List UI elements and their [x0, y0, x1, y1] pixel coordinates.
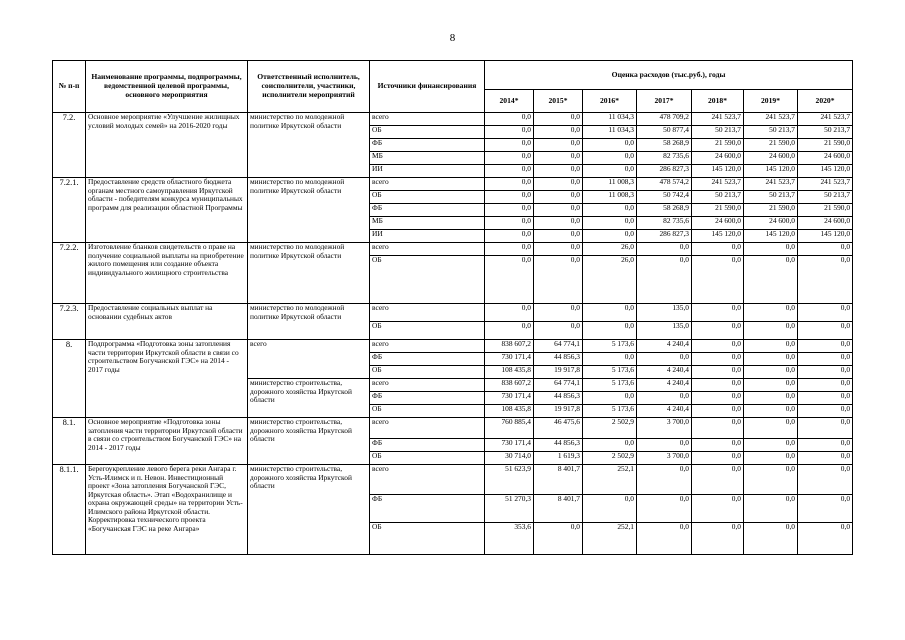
table-row	[53, 304, 853, 322]
cost-value: 0,0	[798, 452, 853, 465]
responsible-executor: всего	[248, 340, 370, 379]
table-row	[53, 465, 853, 495]
cost-value: 0,0	[798, 465, 853, 495]
cost-value: 0,0	[744, 452, 798, 465]
cost-value: 82 735,6	[637, 217, 692, 230]
cost-value: 0,0	[692, 379, 744, 392]
header-estimate: Оценка расходов (тыс.руб.), годы	[485, 61, 853, 90]
cost-value: 0,0	[744, 465, 798, 495]
cost-value: 26,0	[583, 243, 637, 256]
cost-value: 50 213,7	[692, 126, 744, 139]
cost-value: 0,0	[798, 256, 853, 304]
cost-value: 0,0	[798, 304, 853, 322]
page-number: 8	[449, 32, 456, 44]
cost-value: 4 240,4	[637, 379, 692, 392]
cost-value: 21 590,0	[744, 139, 798, 152]
cost-value: 0,0	[744, 439, 798, 452]
responsible-executor: министерство по молодежной политике Иркутской области	[248, 304, 370, 340]
funding-source: МБ	[370, 152, 485, 165]
cost-value: 0,0	[534, 178, 583, 191]
cost-value: 838 607,2	[485, 379, 534, 392]
cost-value: 11 008,3	[583, 178, 637, 191]
cost-value: 145 120,0	[798, 165, 853, 178]
cost-value: 0,0	[692, 452, 744, 465]
funding-source: ОБ	[370, 126, 485, 139]
cost-value: 145 120,0	[692, 165, 744, 178]
header-no: № п-п	[53, 61, 86, 113]
cost-value: 8 401,7	[534, 495, 583, 523]
cost-value: 0,0	[637, 439, 692, 452]
cost-value: 0,0	[485, 204, 534, 217]
cost-value: 838 607,2	[485, 340, 534, 353]
header-source: Источники финансирования	[370, 61, 485, 113]
cost-value: 0,0	[798, 418, 853, 439]
cost-value: 0,0	[534, 113, 583, 126]
cost-value: 0,0	[485, 243, 534, 256]
cost-value: 0,0	[534, 152, 583, 165]
cost-value: 145 120,0	[744, 165, 798, 178]
cost-value: 0,0	[798, 439, 853, 452]
cost-value: 50 213,7	[798, 126, 853, 139]
cost-value: 0,0	[534, 139, 583, 152]
responsible-executor: министерство строительства, дорожного хозяйства Иркутской области	[248, 418, 370, 465]
funding-source: всего	[370, 379, 485, 392]
table-row	[53, 418, 853, 439]
row-number: 7.2.2.	[53, 243, 86, 304]
cost-value: 4 240,4	[637, 405, 692, 418]
table-body	[53, 113, 853, 555]
funding-source: всего	[370, 113, 485, 126]
cost-value: 0,0	[798, 340, 853, 353]
cost-value: 0,0	[485, 322, 534, 340]
cost-value: 0,0	[744, 495, 798, 523]
cost-value: 0,0	[798, 366, 853, 379]
cost-value: 478 709,2	[637, 113, 692, 126]
cost-value: 46 475,6	[534, 418, 583, 439]
header-year: 2015*	[534, 90, 583, 113]
funding-source: всего	[370, 304, 485, 322]
funding-source: всего	[370, 418, 485, 439]
cost-value: 252,1	[583, 465, 637, 495]
cost-value: 0,0	[637, 392, 692, 405]
cost-value: 21 590,0	[798, 204, 853, 217]
funding-source: ФБ	[370, 353, 485, 366]
funding-source: ФБ	[370, 139, 485, 152]
cost-value: 3 700,0	[637, 418, 692, 439]
cost-value: 24 600,0	[692, 217, 744, 230]
row-number: 7.2.3.	[53, 304, 86, 340]
program-name: Основное мероприятие «Улучшение жилищных условий молодых семей» на 2016-2020 годы	[86, 113, 248, 178]
cost-value: 21 590,0	[692, 204, 744, 217]
cost-value: 51 623,9	[485, 465, 534, 495]
cost-value: 2 502,9	[583, 452, 637, 465]
funding-source: ФБ	[370, 392, 485, 405]
cost-value: 0,0	[798, 243, 853, 256]
cost-value: 0,0	[583, 165, 637, 178]
cost-value: 241 523,7	[744, 178, 798, 191]
cost-value: 0,0	[534, 165, 583, 178]
cost-value: 0,0	[583, 392, 637, 405]
funding-source: всего	[370, 243, 485, 256]
cost-value: 0,0	[583, 322, 637, 340]
cost-value: 21 590,0	[798, 139, 853, 152]
cost-value: 50 742,4	[637, 191, 692, 204]
cost-value: 0,0	[692, 366, 744, 379]
cost-value: 353,6	[485, 523, 534, 555]
cost-value: 0,0	[744, 243, 798, 256]
cost-value: 0,0	[692, 353, 744, 366]
cost-value: 0,0	[534, 191, 583, 204]
cost-value: 730 171,4	[485, 392, 534, 405]
cost-value: 50 213,7	[798, 191, 853, 204]
cost-value: 0,0	[485, 304, 534, 322]
cost-value: 0,0	[692, 465, 744, 495]
cost-value: 44 856,3	[534, 353, 583, 366]
cost-value: 0,0	[534, 230, 583, 243]
cost-value: 50 213,7	[744, 126, 798, 139]
cost-value: 0,0	[798, 379, 853, 392]
cost-value: 0,0	[583, 230, 637, 243]
cost-value: 0,0	[637, 256, 692, 304]
funding-source: ОБ	[370, 523, 485, 555]
cost-value: 0,0	[637, 353, 692, 366]
cost-value: 51 270,3	[485, 495, 534, 523]
cost-value: 0,0	[798, 523, 853, 555]
cost-value: 241 523,7	[692, 113, 744, 126]
cost-value: 2 502,9	[583, 418, 637, 439]
cost-value: 0,0	[534, 304, 583, 322]
cost-value: 0,0	[534, 243, 583, 256]
cost-value: 0,0	[744, 523, 798, 555]
cost-value: 0,0	[692, 243, 744, 256]
cost-value: 4 240,4	[637, 340, 692, 353]
cost-value: 0,0	[744, 418, 798, 439]
cost-value: 21 590,0	[692, 139, 744, 152]
cost-value: 21 590,0	[744, 204, 798, 217]
cost-value: 24 600,0	[798, 217, 853, 230]
row-number: 8.	[53, 340, 86, 418]
cost-value: 82 735,6	[637, 152, 692, 165]
cost-value: 8 401,7	[534, 465, 583, 495]
cost-value: 0,0	[744, 304, 798, 322]
cost-value: 241 523,7	[692, 178, 744, 191]
cost-value: 0,0	[583, 304, 637, 322]
cost-value: 64 774,1	[534, 340, 583, 353]
cost-value: 4 240,4	[637, 366, 692, 379]
cost-value: 0,0	[583, 152, 637, 165]
cost-value: 0,0	[692, 523, 744, 555]
program-name: Предоставление средств областного бюджета органам местного самоуправления Иркутской области - победителям конкурса муниципальных программ для реализации областной Программы	[86, 178, 248, 243]
cost-value: 0,0	[798, 405, 853, 418]
cost-value: 760 885,4	[485, 418, 534, 439]
funding-source: ОБ	[370, 452, 485, 465]
cost-value: 1 619,3	[534, 452, 583, 465]
cost-value: 0,0	[485, 217, 534, 230]
cost-value: 0,0	[583, 439, 637, 452]
cost-value: 0,0	[583, 495, 637, 523]
cost-value: 478 574,2	[637, 178, 692, 191]
cost-value: 0,0	[534, 523, 583, 555]
program-name: Основное мероприятие «Подготовка зоны затопления части территории Иркутской области в связи со строительством Богучанской ГЭС» на 2014 - 2017 годы	[86, 418, 248, 465]
cost-value: 0,0	[637, 465, 692, 495]
cost-value: 0,0	[692, 405, 744, 418]
cost-value: 0,0	[798, 495, 853, 523]
cost-value: 30 714,0	[485, 452, 534, 465]
cost-value: 241 523,7	[798, 178, 853, 191]
cost-value: 0,0	[692, 392, 744, 405]
cost-value: 11 034,3	[583, 126, 637, 139]
cost-value: 286 827,3	[637, 230, 692, 243]
funding-source: МБ	[370, 217, 485, 230]
header-year: 2016*	[583, 90, 637, 113]
funding-source: ОБ	[370, 366, 485, 379]
cost-value: 24 600,0	[744, 152, 798, 165]
cost-value: 0,0	[692, 418, 744, 439]
cost-value: 0,0	[637, 243, 692, 256]
cost-value: 50 213,7	[744, 191, 798, 204]
cost-value: 0,0	[744, 366, 798, 379]
cost-value: 108 435,8	[485, 405, 534, 418]
table-row	[53, 113, 853, 126]
funding-source: ФБ	[370, 495, 485, 523]
cost-value: 0,0	[534, 126, 583, 139]
funding-source: ФБ	[370, 204, 485, 217]
header-responsible: Ответственный исполнитель, соисполнители, участники, исполнители мероприятий	[248, 61, 370, 113]
header-year: 2018*	[692, 90, 744, 113]
responsible-executor: министерство по молодежной политике Иркутской области	[248, 243, 370, 304]
cost-value: 19 917,8	[534, 366, 583, 379]
header-year: 2014*	[485, 90, 534, 113]
cost-value: 0,0	[692, 256, 744, 304]
cost-value: 19 917,8	[534, 405, 583, 418]
budget-table	[52, 60, 853, 555]
program-name: Берегоукрепление левого берега реки Ангара г. Усть-Илимск и п. Невон. Инвестиционный проект «Зона затопления Богучанской ГЭС, Иркутская область». Этап «Водохранилище и охрана окружающей среды» на территории Усть-Илимского района Иркутской области. Корректировка технического проекта «Богучанская ГЭС на реке Ангара»	[86, 465, 248, 555]
cost-value: 0,0	[485, 113, 534, 126]
cost-value: 730 171,4	[485, 353, 534, 366]
cost-value: 24 600,0	[744, 217, 798, 230]
cost-value: 0,0	[744, 340, 798, 353]
cost-value: 0,0	[534, 217, 583, 230]
cost-value: 44 856,3	[534, 439, 583, 452]
cost-value: 0,0	[692, 340, 744, 353]
cost-value: 0,0	[692, 304, 744, 322]
cost-value: 64 774,1	[534, 379, 583, 392]
funding-source: всего	[370, 178, 485, 191]
cost-value: 11 034,3	[583, 113, 637, 126]
cost-value: 0,0	[637, 495, 692, 523]
cost-value: 58 268,9	[637, 204, 692, 217]
cost-value: 0,0	[744, 405, 798, 418]
cost-value: 0,0	[534, 256, 583, 304]
cost-value: 5 173,6	[583, 366, 637, 379]
responsible-executor: министерство строительства, дорожного хозяйства Иркутской области	[248, 465, 370, 555]
funding-source: всего	[370, 340, 485, 353]
responsible-executor: министерство по молодежной политике Иркутской области	[248, 113, 370, 178]
funding-source: ИИ	[370, 230, 485, 243]
header-year: 2019*	[744, 90, 798, 113]
funding-source: ФБ	[370, 439, 485, 452]
responsible-executor: министерство по молодежной политике Иркутской области	[248, 178, 370, 243]
cost-value: 0,0	[798, 353, 853, 366]
funding-source: всего	[370, 465, 485, 495]
cost-value: 11 008,3	[583, 191, 637, 204]
cost-value: 5 173,6	[583, 405, 637, 418]
cost-value: 0,0	[744, 379, 798, 392]
funding-source: ОБ	[370, 405, 485, 418]
cost-value: 0,0	[534, 204, 583, 217]
cost-value: 0,0	[583, 217, 637, 230]
cost-value: 145 120,0	[798, 230, 853, 243]
cost-value: 286 827,3	[637, 165, 692, 178]
funding-source: ОБ	[370, 322, 485, 340]
row-number: 8.1.	[53, 418, 86, 465]
cost-value: 58 268,9	[637, 139, 692, 152]
cost-value: 0,0	[485, 126, 534, 139]
cost-value: 0,0	[485, 178, 534, 191]
cost-value: 0,0	[692, 495, 744, 523]
responsible-executor: министерство строительства, дорожного хозяйства Иркутской области	[248, 379, 370, 418]
cost-value: 135,0	[637, 322, 692, 340]
cost-value: 108 435,8	[485, 366, 534, 379]
cost-value: 135,0	[637, 304, 692, 322]
table-row	[53, 340, 853, 353]
cost-value: 5 173,6	[583, 340, 637, 353]
cost-value: 0,0	[583, 139, 637, 152]
cost-value: 0,0	[485, 230, 534, 243]
header-year: 2020*	[798, 90, 853, 113]
table-row	[53, 243, 853, 256]
funding-source: ИИ	[370, 165, 485, 178]
cost-value: 24 600,0	[692, 152, 744, 165]
cost-value: 5 173,6	[583, 379, 637, 392]
cost-value: 0,0	[485, 139, 534, 152]
cost-value: 26,0	[583, 256, 637, 304]
cost-value: 730 171,4	[485, 439, 534, 452]
row-number: 8.1.1.	[53, 465, 86, 555]
cost-value: 0,0	[744, 256, 798, 304]
cost-value: 0,0	[744, 392, 798, 405]
cost-value: 0,0	[637, 523, 692, 555]
cost-value: 50 877,4	[637, 126, 692, 139]
cost-value: 0,0	[583, 204, 637, 217]
header-name: Наименование программы, подпрограммы, ведомственной целевой программы, основного мероприятия	[86, 61, 248, 113]
cost-value: 0,0	[798, 322, 853, 340]
cost-value: 0,0	[485, 256, 534, 304]
cost-value: 0,0	[485, 165, 534, 178]
program-name: Изготовление бланков свидетельств о праве на получение социальной выплаты на приобретение жилого помещения или создание объекта индивидуального жилищного строительства	[86, 243, 248, 304]
cost-value: 0,0	[692, 439, 744, 452]
cost-value: 252,1	[583, 523, 637, 555]
cost-value: 0,0	[692, 322, 744, 340]
program-name: Предоставление социальных выплат на основании судебных актов	[86, 304, 248, 340]
cost-value: 50 213,7	[692, 191, 744, 204]
cost-value: 24 600,0	[798, 152, 853, 165]
cost-value: 0,0	[744, 353, 798, 366]
cost-value: 0,0	[583, 353, 637, 366]
row-number: 7.2.1.	[53, 178, 86, 243]
funding-source: ОБ	[370, 191, 485, 204]
cost-value: 0,0	[798, 392, 853, 405]
funding-source: ОБ	[370, 256, 485, 304]
program-name: Подпрограмма «Подготовка зоны затопления части территории Иркутской области в связи со строительством Богучанской ГЭС» на 2014 - 2017 годы	[86, 340, 248, 418]
cost-value: 0,0	[744, 322, 798, 340]
header-year: 2017*	[637, 90, 692, 113]
cost-value: 0,0	[534, 322, 583, 340]
cost-value: 0,0	[485, 191, 534, 204]
cost-value: 0,0	[485, 152, 534, 165]
cost-value: 3 700,0	[637, 452, 692, 465]
cost-value: 145 120,0	[744, 230, 798, 243]
cost-value: 241 523,7	[744, 113, 798, 126]
cost-value: 241 523,7	[798, 113, 853, 126]
row-number: 7.2.	[53, 113, 86, 178]
cost-value: 145 120,0	[692, 230, 744, 243]
cost-value: 44 856,3	[534, 392, 583, 405]
table-row	[53, 178, 853, 191]
